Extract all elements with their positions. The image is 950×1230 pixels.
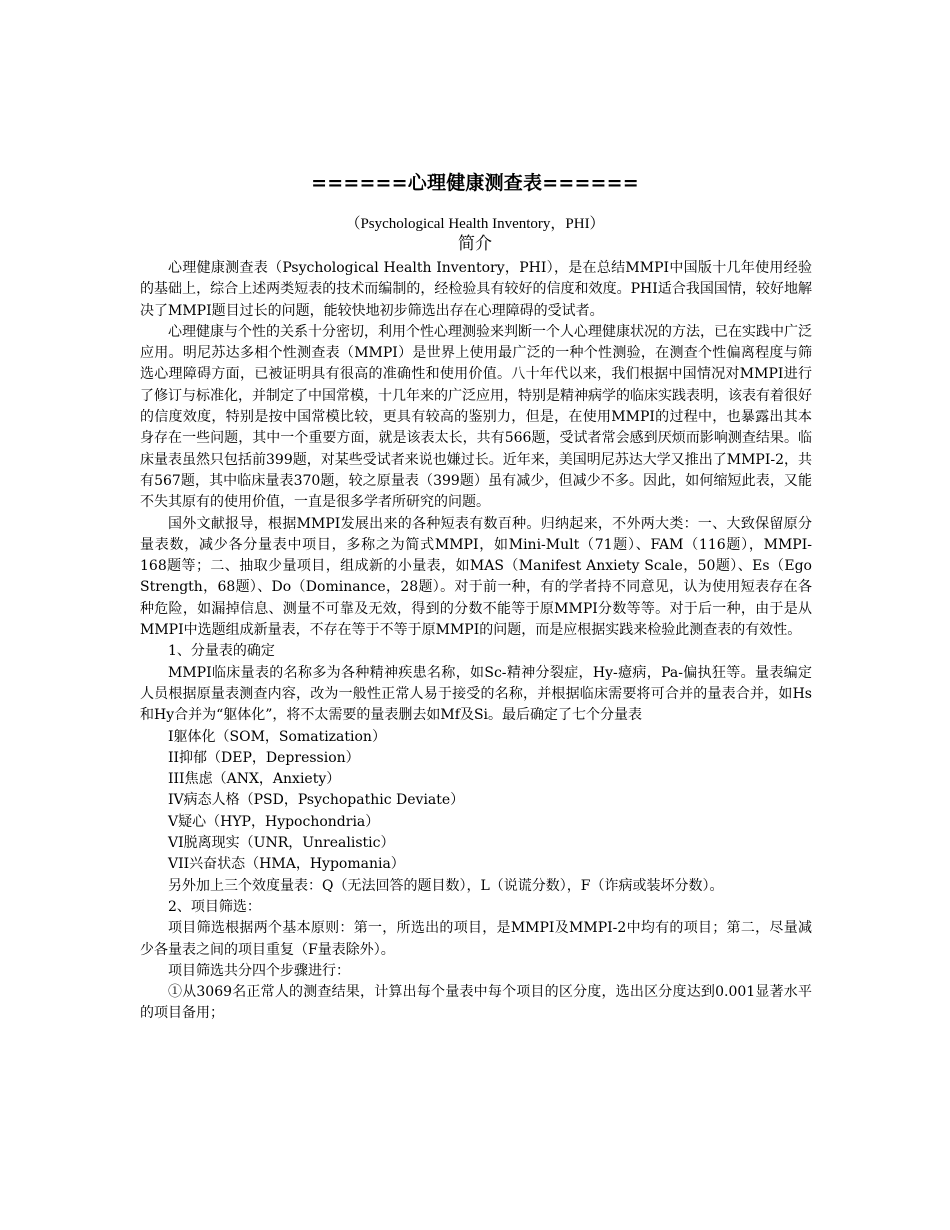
section-2-paragraph: 项目筛选根据两个基本原则：第一，所选出的项目，是MMPI及MMPI-2中均有的项目；第二，尽量减少各量表之间的项目重复（F量表除外）。: [140, 920, 812, 958]
intro-paragraph-2: 心理健康与个性的关系十分密切，利用个性心理测验来判断一个人心理健康状况的方法，已在实践中广泛应用。明尼苏达多相个性测查表（MMPI）是世界上使用最广泛的一种个性测验，在测查个性偏离程度与筛选心理障碍方面，已被证明具有很高的准确性和使用价值。八十年代以来，我们根据中国情况对MMPI进行了修订与标准化，并制定了中国常模，十几年来的广泛应用，特别是精神病学的临床实践表明，该表有着很好的信度效度，特别是按中国常模比较，更具有较高的鉴别力，但是，在使用MMPI的过程中，也暴露出其本身存在一些问题，其中一个重要方面，就是该表太长，共有566题，受试者常会感到厌烦而影响测查结果。临床量表虽然只包括前399题，对某些受试者来说也嫌过长。近年来，美国明尼苏达大学又推出了MMPI-2，共有567题，其中临床量表370题，较之原量表（399题）虽有减少，但减少不多。因此，如何缩短此表，又能不失其原有的使用价值，一直是很多学者所研究的问题。: [140, 323, 812, 511]
scale-item-hyp: V疑心（HYP，Hypochondria）: [168, 813, 380, 830]
scale-item-hma: VII兴奋状态（HMA，Hypomania）: [168, 856, 405, 873]
validity-scales-note: 另外加上三个效度量表：Q（无法回答的题目数），L（说谎分数），F（诈病或装坏分数）。: [168, 877, 724, 894]
document-title: ======心理健康测查表======: [311, 172, 639, 194]
section-1-paragraph: MMPI临床量表的名称多为各种精神疾患名称，如Sc-精神分裂症，Hy-癔病，Pa-偏执狂等。量表编定人员根据原量表测查内容，改为一般性正常人易于接受的名称，并根据临床需要将可合并的量表合并，如Hs和Hy合并为“躯体化”，将不太需要的量表删去如Mf及Si。最后确定了七个分量表: [140, 664, 812, 724]
scale-item-unr: VI脱离现实（UNR，Unrealistic）: [168, 835, 395, 852]
section-2-step-1: ①从3069名正常人的测查结果，计算出每个量表中每个项目的区分度，选出区分度达到0.001显著水平的项目备用；: [140, 984, 812, 1022]
scale-item-psd: IV病态人格（PSD，Psychopathic Deviate）: [168, 792, 465, 809]
section-2-steps-intro: 项目筛选共分四个步骤进行：: [168, 962, 350, 979]
scale-item-anx: III焦虑（ANX，Anxiety）: [168, 771, 341, 788]
section-2-heading: 2、项目筛选：: [168, 898, 261, 915]
intro-paragraph-1: 心理健康测查表（Psychological Health Inventory，PHI），是在总结MMPI中国版十几年使用经验的基础上，综合上述两类短表的技术而编制的，经检验具有较好的信度和效度。PHI适合我国国情，较好地解决了MMPI题目过长的问题，能较快地初步筛选出存在心理障碍的受试者。: [140, 260, 812, 319]
scale-item-dep: II抑郁（DEP，Depression）: [168, 749, 360, 766]
scale-list: [140, 727, 812, 876]
document-subtitle: （Psychological Health Inventory，PHI）: [345, 216, 605, 232]
document-body: [140, 258, 812, 1025]
intro-heading: 简介: [458, 234, 492, 254]
intro-paragraph-3: 国外文献报导，根据MMPI发展出来的各种短表有数百种。归纳起来，不外两大类：一、大致保留原分量表数，减少各分量表中项目，多称之为简式MMPI，如Mini-Mult（71题）、FAM（116题），MMPI-168题等；二、抽取少量项目，组成新的小量表，如MAS（Manifest Anxiety Scale，50题）、Es（Ego Strength，68题）、Do（Dominance，28题）。对于前一种，有的学者持不同意见，认为使用短表存在各种危险，如漏掉信息、测量不可靠及无效，得到的分数不能等于原MMPI分数等等。对于后一种，由于是从MMPI中选题组成新量表，不存在等于不等于原MMPI的问题，而是应根据实践来检验此测查表的有效性。: [140, 515, 812, 639]
scale-item-som: I躯体化（SOM，Somatization）: [168, 728, 386, 745]
section-1-heading: 1、分量表的确定: [168, 643, 275, 660]
